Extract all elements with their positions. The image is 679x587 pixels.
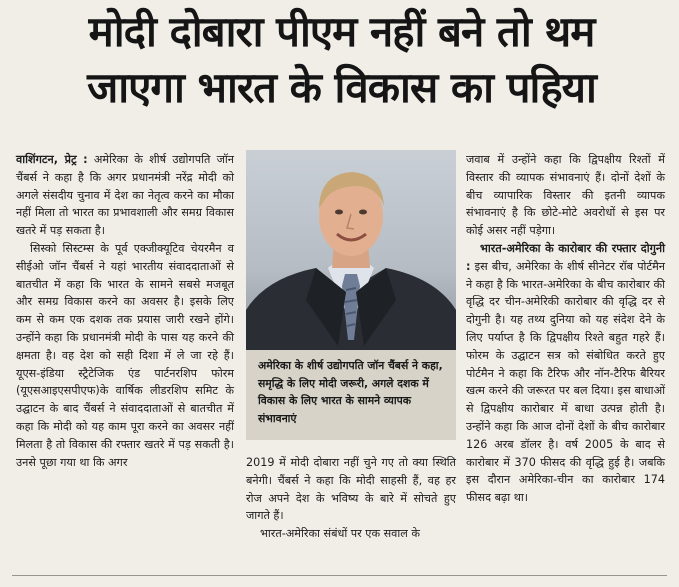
- column-2-paragraph-1: 2019 में मोदी दोबारा नहीं चुने गए तो क्या स्थिति बनेगी। चैंबर्स ने कहा कि मोदी साहसी हैं, वह हर रोज अपने देश के भविष्य के बारे में सोचते हुए जागते हैं।: [246, 456, 456, 523]
- column-3-paragraph-1: जवाब में उन्होंने कहा कि द्विपक्षीय रिश्तों में विस्तार की व्यापक संभावनाएं हैं। दोनों देशों के बीच व्यापारिक विस्तार की इतनी व्यापक संभावनाएं है कि छोटे-मोटे अवरोधों से इस पर कोई असर नहीं पड़ेगा।: [466, 153, 665, 238]
- headline: [14, 4, 669, 116]
- subheading: भारत-अमेरिका के कारोबार की रफ्तार दोगुनी :: [466, 241, 665, 273]
- column-2-paragraph-2: भारत-अमेरिका संबंधों पर एक सवाल के: [260, 527, 421, 541]
- article-column-1: [16, 151, 234, 471]
- bottom-rule: [12, 575, 667, 576]
- dateline: वाशिंगटन, प्रेट्र :: [16, 153, 88, 166]
- column-1-paragraph-2: सिस्को सिस्टम्स के पूर्व एक्जीक्यूटिव चेयरमैन व सीईओ जॉन चैंबर्स ने यहां भारतीय संवाददाताओं से बातचीत में कहा कि भारत के सामने सबसे मजबूत और समग्र विकास करने का अवसर है। इसके लिए कम से कम एक दशक तक प्रयास जारी रखने होंगे। उन्होंने कहा कि प्रधानमंत्री मोदी के पास यह करने की क्षमता है। वह देश को सही दिशा में ले जा रहे हैं। यूएस-इंडिया स्ट्रैटेजिक एंड पार्टनरशिप फोरम (यूएसआइएसपीएफ)के वार्षिक लीडरशिप समिट के उद्घाटन के बाद चैंबर्स ने संवाददाताओं से बातचीत में कहा कि मोदी को यह काम पूरा करने का अवसर नहीं मिलता है तो विकास की रफ्तार खतरे में पड़ सकती है। उनसे पूछा गया था कि अगर: [16, 241, 234, 469]
- portrait-illustration: [246, 150, 456, 350]
- article-column-3: [466, 151, 665, 507]
- article-column-2: [246, 454, 456, 543]
- column-3-paragraph-2: इस बीच, अमेरिका के शीर्ष सीनेटर रॉब पोर्टमैन ने कहा है कि भारत-अमेरिका के बीच कारोबार की वृद्धि दर चीन-अमेरिकी कारोबार की वृद्धि दर से दोगुनी है। यह तथ्य दुनिया को यह संदेश देने के लिए पर्याप्त है कि द्विपक्षीय रिश्ते बहुत गहरे हैं। फोरम के उद्घाटन सत्र को संबोधित करते हुए पोर्टमैन ने कहा कि टैरिफ और नॉन-टैरिफ बैरियर खत्म करने की जरूरत पर बल दिया। इस बाधाओं से द्विपक्षीय कारोबार में बाधा उत्पन्न होती है। उन्होंने कहा कि आज दोनों देशों के बीच कारोबार 126 अरब डॉलर है। वर्ष 2005 के बाद से कारोबार में 370 फीसद की वृद्धि हुई है। जबकि इस दौरान अमेरिका-चीन का कारोबार 174 फीसद बढ़ा था।: [466, 259, 665, 505]
- photo-caption: अमेरिका के शीर्ष उद्योगपति जॉन चैंबर्स ने कहा, समृद्धि के लिए मोदी जरूरी, अगले दशक में विकास के लिए भारत के सामने व्यापक संभावनाएं: [246, 350, 456, 440]
- headline-line-2: जाएगा भारत के विकास का पहिया: [87, 63, 596, 112]
- portrait-photo: [246, 150, 456, 350]
- column-1-paragraph-1: अमेरिका के शीर्ष उद्योगपति जॉन चैंबर्स ने कहा है कि अगर प्रधानमंत्री नरेंद्र मोदी को अगले संसदीय चुनाव में देश का नेतृत्व करने का मौका नहीं मिला तो भारत का प्रभावशाली और समग्र विकास खतरे में पड़ सकता है।: [16, 153, 234, 238]
- headline-line-1: मोदी दोबारा पीएम नहीं बने तो थम: [88, 7, 595, 56]
